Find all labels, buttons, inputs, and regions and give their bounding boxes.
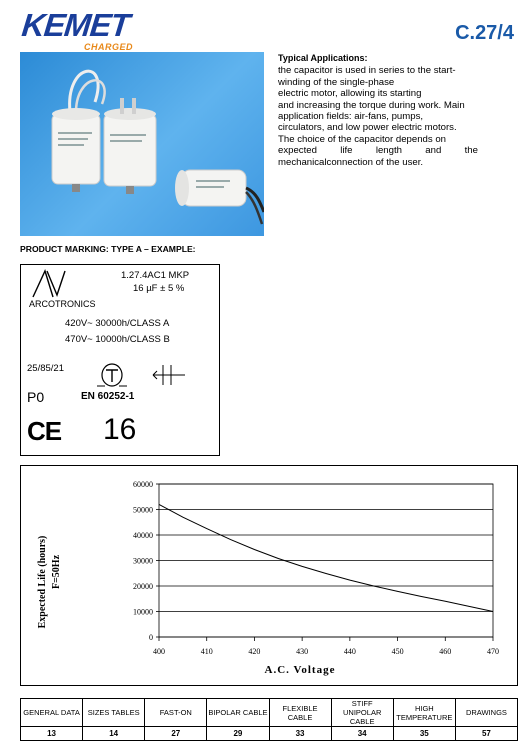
x-axis-label: A.C. Voltage [264,664,336,676]
nav-page-number[interactable]: 27 [145,727,207,741]
climatic-category: 25/85/21 [27,363,64,374]
nav-page-number[interactable]: 57 [455,727,517,741]
brand-name: KEMET [20,7,131,43]
applications-word: the [464,145,478,157]
applications-line: mechanicalconnection of the user. [278,156,424,168]
nav-label-cell[interactable] [393,699,455,727]
nav-label: FAST-ON [159,708,192,717]
x-tick-labels [153,637,499,656]
navigation-pages-row [21,727,518,741]
applications-justified-line [278,145,478,156]
y-axis-sublabel: F=50Hz [51,554,62,590]
nav-page-number[interactable]: 13 [21,727,83,741]
chart-canvas [21,466,519,687]
standard-reference: EN 60252-1 [81,391,135,402]
applications-word: expected [278,145,317,157]
x-tick-label: 460 [439,647,452,656]
nav-label: DRAWINGS [465,708,507,717]
applications-word: and [425,145,442,157]
expected-life-chart [20,465,518,686]
date-code: 16 [103,413,137,446]
capacitance: 16 µF ± 5 % [133,283,185,294]
applications-title: Typical Applications: [278,53,368,63]
y-tick-label: 60000 [133,480,153,489]
x-tick-label: 470 [487,647,499,656]
applications-line: and increasing the torque during work. Main [278,99,465,111]
y-tick-label: 0 [149,633,153,642]
nav-label-cell[interactable] [145,699,207,727]
applications-line: application fields: air-fans, pumps, [278,111,424,123]
y-tick-label: 30000 [133,556,153,566]
nav-page-number[interactable]: 35 [393,727,455,741]
x-tick-label: 440 [343,647,356,656]
nav-page-number[interactable]: 29 [207,727,269,741]
approval-mark-icon [95,362,129,390]
y-tick-label: 50000 [133,505,153,515]
nav-label-cell[interactable] [455,699,517,727]
x-tick-label: 410 [200,647,213,656]
rating-class-a: 420V~ 30000h/CLASS A [65,318,170,329]
nav-label: SIZES TABLES [87,708,140,717]
nav-page-number[interactable]: 14 [83,727,145,741]
y-tick-label: 40000 [133,531,153,540]
applications-word: length [375,145,402,157]
nav-label-cell[interactable] [331,699,393,727]
applications-line: winding of the single-phase [278,76,395,88]
discharge-symbol-icon [151,363,187,387]
x-tick-label: 450 [391,647,404,656]
product-marking-title [20,244,196,254]
nav-page-number[interactable]: 33 [269,727,331,741]
nav-label: BIPOLAR CABLE [208,708,268,717]
y-tick-labels [133,480,159,642]
nav-label: STIFF UNIPOLAR CABLE [343,699,382,726]
brand-tagline: CHARGED [84,42,134,52]
x-tick-label: 400 [153,647,165,656]
chart-grid [159,484,493,637]
nav-label-cell[interactable] [21,699,83,727]
series-code: 1.27.4AC1 MKP [121,270,190,281]
nav-label-cell[interactable] [269,699,331,727]
x-tick-label: 420 [248,647,261,656]
protection-class: P0 [27,389,45,405]
product-photo [20,52,264,236]
capacitor-illustration [20,52,264,236]
nav-page-number[interactable]: 34 [331,727,393,741]
typical-applications [278,53,478,168]
applications-line: electric motor, allowing its starting [278,88,422,100]
navigation-labels-row [21,699,518,727]
ce-mark: CE [27,416,62,446]
nav-label: HIGH TEMPERATURE [396,703,453,722]
applications-line: The choice of the capacitor depends on [278,133,447,145]
y-axis-label: Expected Life (hours) [37,535,48,629]
nav-label: FLEXIBLE CABLE [282,703,318,722]
product-marking-title-text: PRODUCT MARKING: TYPE A – EXAMPLE: [20,244,196,254]
nav-label-cell[interactable] [83,699,145,727]
y-tick-label: 20000 [133,582,153,591]
rating-class-b: 470V~ 10000h/CLASS B [65,334,170,345]
brand-name-arcotronics: ARCOTRONICS [29,299,96,309]
nav-label-cell[interactable] [207,699,269,727]
y-tick-label: 10000 [133,607,153,617]
nav-label: GENERAL DATA [23,708,80,717]
product-marking-label [20,264,220,456]
series-line [159,504,493,611]
kemet-logo [22,8,162,54]
applications-word: life [340,145,353,157]
page-code: C.27/4 [455,22,514,44]
applications-line: the capacitor is used in series to the start- [278,65,456,77]
applications-line: circulators, and low power electric motors. [278,122,457,134]
x-tick-label: 430 [296,647,309,656]
section-navigation-table [20,698,518,741]
arcotronics-logo-icon [31,269,67,299]
